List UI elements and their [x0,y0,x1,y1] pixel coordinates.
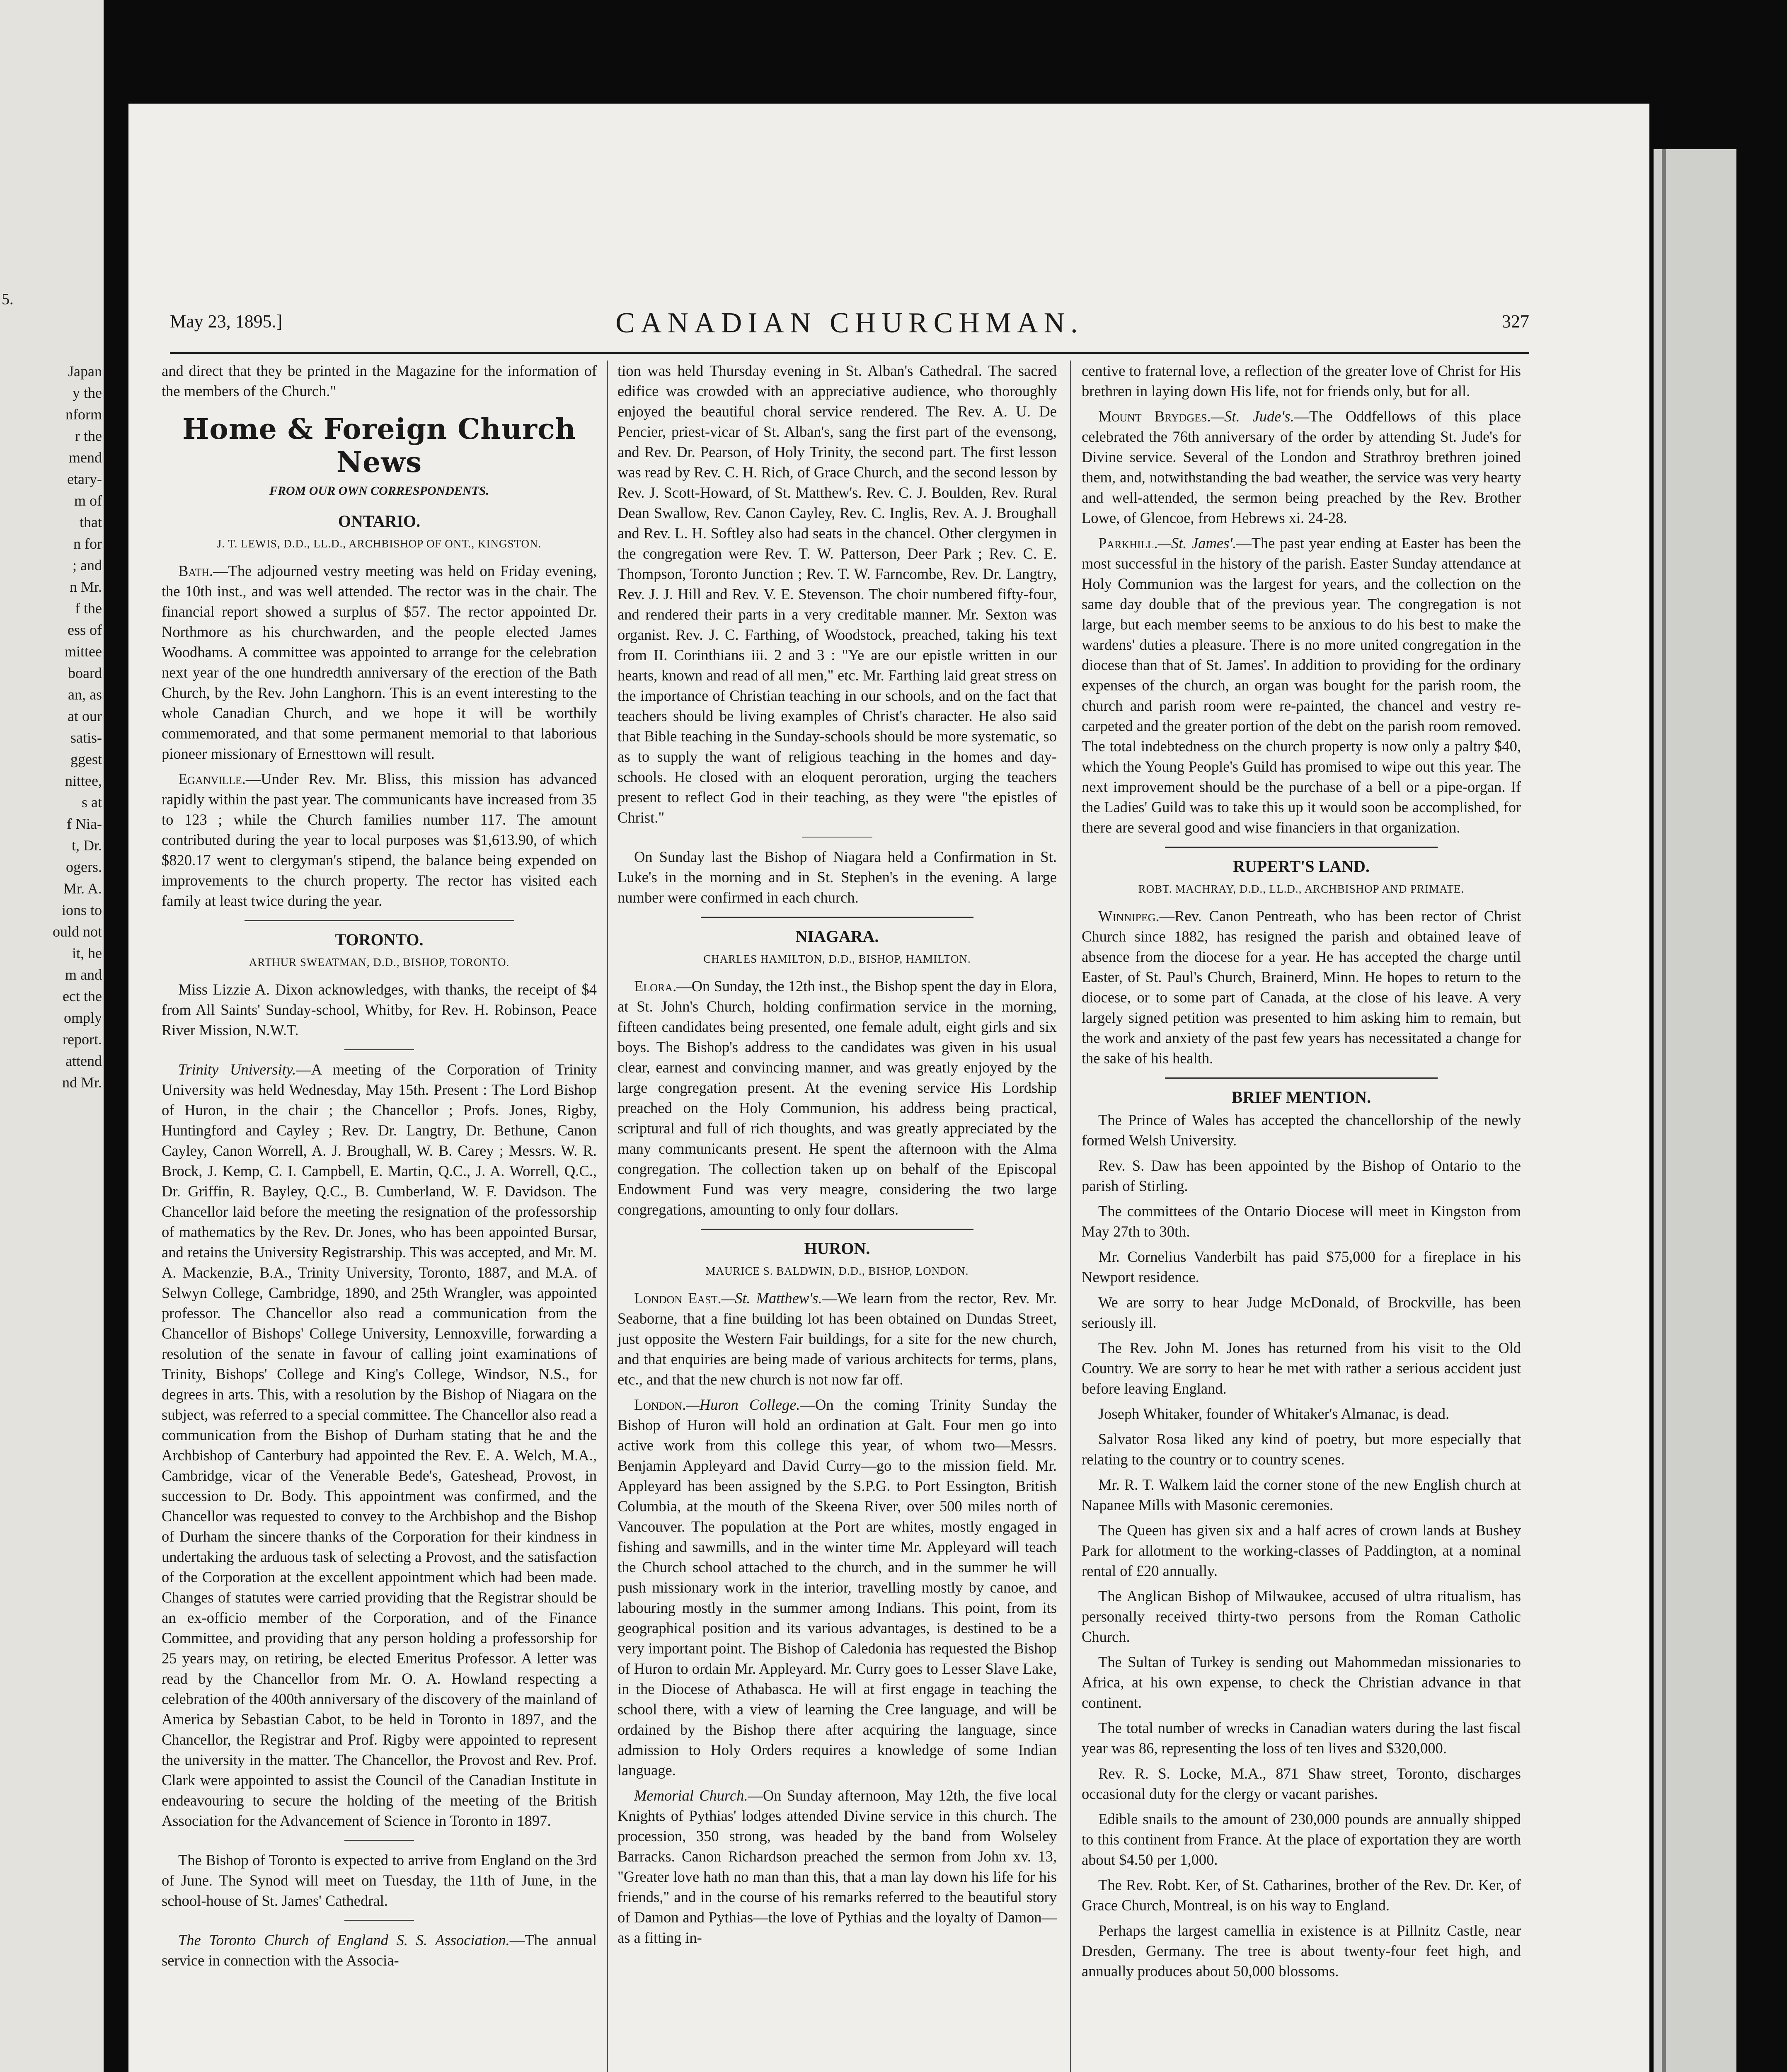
brief-mention-item: Perhaps the largest camellia in existence is at Pillnitz Castle, near Dresden, Germany. The tree is about twenty-four feet high, and annually produces about 50,000 blossoms. [1082,1922,1521,1980]
adjacent-text-fragment: at our [68,708,102,724]
diocese-heading-ontario: ONTARIO. [338,512,421,530]
adjacent-text-fragment: attend [65,1053,102,1069]
place-name: London East. [634,1290,722,1307]
article-text: —On Sunday, the 12th inst., the Bishop spent the day in Elora, at St. John's Church, holding confirmation service in the morning, fifteen candidates being presented, one female adult, eight girls and six boys. The Bishop's address to the candidates was given in his usual clear, earnest and convincing manner, and was greatly enjoyed by the large congregation present. At the evening service His Lordship preached on the Holy Communion, his address being practical, scriptural and full of rich thoughts, and was greatly appreciated by the many communicants present. He spent the afternoon with the Alma congregation. The collection taken up on behalf of the Episcopal Endowment Fund was very meagre, considering the two large congregations, amounting to only four dollars. [617,978,1057,1218]
newspaper-page [128,104,1649,2072]
article-continuation: centive to fraternal love, a reflection of the greater love of Christ for His brethren in laying down His life, not for friends only, but for all. [1082,362,1521,399]
brief-mention-item: Joseph Whitaker, founder of Whitaker's Almanac, is dead. [1098,1405,1450,1422]
adjacent-page-text [2,361,102,1093]
diocese-heading-ruperts-land: RUPERT'S LAND. [1233,857,1370,876]
issue-date: May 23, 1895.] [170,311,283,332]
article-parkhill [1082,533,1521,838]
adjacent-text-fragment: ; and [73,557,102,574]
article-text: —On Sunday afternoon, May 12th, the five local Knights of Pythias' lodges attended Divine service in this church. The procession, 350 strong, was headed by the band from Wolseley Barracks. Canon Richardson preached the sermon from John xv. 13, "Greater love hath no man than this, that a man lay down his life for his friends," and in the course of his remarks referred to the beautiful story of Damon and Pythias—the love of Pythias and the loyalty of Damon—as a fitting in- [617,1787,1057,1946]
article-text: —The past year ending at Easter has been the most successful in the history of the parish. Easter Sunday attendance at Holy Communion was the largest for years, and the collection on the same day double that of the previous year. The congregation is not large, but each member seems to be anxious to do his best to make the wardens' duties a pleasure. There is no more united congregation in the diocese than that of St. James'. In addition to providing for the ordinary expenses of the church, an organ was bought for the parish room, the church and parish room were re-painted, the chancel and vestry re-carpeted and the greater portion of the debt on the parish room removed. The total indebtedness on the church property is now only a paltry $40, which the Young People's Guild has promised to wipe out this year. The next improvement should be the purchase of a bell or a pipe-organ. If the Ladies' Guild was to take this up it would soon be accomplished, for there are several good and wise financiers in that organization. [1082,535,1521,836]
article-bishop-toronto: The Bishop of Toronto is expected to arrive from England on the 3rd of June. The Synod will meet on Tuesday, the 11th of June, in the school-house of St. James' Cathedral. [162,1852,597,1909]
adjacent-text-fragment: m and [65,966,102,983]
short-rule [344,1840,414,1841]
article-confirmation: On Sunday last the Bishop of Niagara held a Confirmation in St. Luke's in the morning and in St. Stephen's in the evening. A large number were confirmed in each church. [617,848,1057,906]
article-london-east [617,1288,1057,1389]
adjacent-text-fragment: s at [82,794,102,811]
short-rule [802,837,872,838]
adjacent-text-fragment: ogers. [66,859,102,875]
adjacent-text-fragment: nd Mr. [62,1074,102,1091]
adjacent-text-fragment: mittee [65,643,102,660]
adjacent-text-fragment: mend [69,449,102,466]
section-rule [1165,1077,1437,1079]
brief-mention-item: Rev. S. Daw has been appointed by the Bishop of Ontario to the parish of Stirling. [1082,1157,1521,1194]
adjacent-text-fragment: ggest [70,751,102,767]
church-name: —Huron College. [686,1396,800,1413]
adjacent-text-fragment: satis- [70,729,102,746]
brief-mention-item: The Prince of Wales has accepted the chancellorship of the newly formed Welsh University. [1082,1111,1521,1149]
article-trinity [162,1059,597,1831]
column-2 [617,361,1057,1953]
bishop-line: CHARLES HAMILTON, D.D., BISHOP, HAMILTON. [703,953,971,965]
column-rule [1070,361,1071,2072]
adjacent-text-fragment: t, Dr. [71,837,102,854]
place-name: Eganville. [178,770,246,787]
brief-mention-item: Mr. Cornelius Vanderbilt has paid $75,000 for a fireplace in his Newport residence. [1082,1248,1521,1285]
masthead-rule [170,352,1529,354]
adjacent-text-fragment: m of [74,492,102,509]
article-text: —Rev. Canon Pentreath, who has been rector of Christ Church since 1882, has resigned the parish and obtained leave of absence from the diocese for a year. He has accepted the charge until Easter, of St. Paul's Church, Brainerd, Minn. He hopes to return to the diocese, or to some part of Canada, at the close of his leave. A very largely signed petition was presented to him asking him to remain, but the work and anxiety of the past few years has necessitated a change for the sake of his health. [1082,908,1521,1067]
bishop-line: MAURICE S. BALDWIN, D.D., BISHOP, LONDON. [705,1265,969,1277]
section-rule [701,1229,973,1230]
adjacent-text-fragment: f the [75,600,102,617]
article-text: —A meeting of the Corporation of Trinity University was held Wednesday, May 15th. Present : The Lord Bishop of Huron, in the chair ; the Chancellor ; Profs. Jones, Rigby, Huntingford and Cayley ; Rev. Dr. Langtry, Dr. Bethune, Canon Cayley, Canon Worrell, A. J. Broughall, W. B. Carey ; Messrs. W. R. Brock, J. Kemp, C. I. Campbell, E. Martin, Q.C., J. A. Worrell, Q.C., Dr. Griffin, R. Bayley, Q.C., B. Cumberland, W. F. Davidson. The Chancellor laid before the meeting the resignation of the professorship of mathematics by the Rev. Dr. Jones, who has been appointed Bursar, and retains the University Registrarship. This was accepted, and Mr. M. A. Mackenzie, B.A., Trinity University, Toronto, 1887, and M.A. of Selwyn College, Cambridge, 1890, and 25th Wrangler, was appointed professor. The Chancellor also read a communication from the Chancellor of Bishops' College University, Lennoxville, forwarding a resolution of the senate in favour of calling joint examinations of Trinity, Bishops' College and King's College, Windsor, N.S., for degrees in arts. This, with a resolution by the Bishop of Niagara on the subject, was referred to a special committee. The Chancellor also read a communication from the Bishop of Durham stating that he and the Archbishop of Canterbury had appointed the Rev. E. A. Welch, M.A., Cambridge, vicar of the Venerable Bede's, Gateshead, Provost, in succession to Dr. Body. This appointment was confirmed, and the Chancellor was requested to convey to the Archbishop and the Bishop of Durham the sincere thanks of the Corporation for their kindness in undertaking the arduous task of selecting a Provost, and the satisfaction of the Corporation at the excellent appointment which had been made. Changes of statutes were carried providing that the Registrar should be an ex-officio member of the Corporation, and of the Finance Committee, and providing that any person holding a professorship for 25 years may, on retiring, be elected Emeritus Professor. A letter was read by the Chancellor from Mr. O. A. Howland respecting a celebration of the 400th anniversary of the discovery of the mainland of America by Sebastian Cabot, to be held in Toronto in 1897, and the Chancellor, the Registrar and Prof. Rigby were appointed to represent the university in the matter. The Chancellor, the Provost and Rev. Prof. Clark were appointed to assist the Council of the Canadian Institute in endeavouring to secure the holding of the meeting of the British Association for the Advancement of Science in Toronto in 1897. [162,1061,597,1829]
brief-mention-item: Mr. R. T. Walkem laid the corner stone of the new English church at Napanee Mills with Masonic ceremonies. [1082,1476,1521,1513]
place-name: Memorial Church. [634,1787,748,1804]
article-text: —The annual service in connection with the Associa- [162,1932,597,1969]
place-name: Parkhill. [1098,535,1158,552]
diocese-heading-niagara: NIAGARA. [795,927,879,946]
adjacent-text-fragment: it, he [72,945,102,961]
brief-mention-item: The Sultan of Turkey is sending out Mahommedan missionaries to Africa, at his own expense, to check the Christian advance in that continent. [1082,1653,1521,1711]
adjacent-text-fragment: an, as [68,686,102,703]
adjacent-text-fragment: omply [63,1009,102,1026]
brief-mention-item: The Rev. Robt. Ker, of St. Catharines, brother of the Rev. Dr. Ker, of Grace Church, Montreal, is on his way to England. [1082,1876,1521,1914]
church-name: —St. James'. [1157,535,1237,552]
article-winnipeg [1082,906,1521,1068]
adjacent-text-fragment: n Mr. [69,579,102,595]
brief-mention-heading: BRIEF MENTION. [1231,1088,1371,1106]
article-continuation: tion was held Thursday evening in St. Alban's Cathedral. The sacred edifice was crowded with an appreciative audience, who thoroughly enjoyed the beautiful choral service rendered. The Rev. A. U. De Pencier, priest-vicar of St. Alban's, sang the first part of the evensong, and Rev. Dr. Pearson, of Holy Trinity, the second part. The first lesson was read by Rev. C. H. Rich, of Grace Church, and the second lesson by Rev. J. Scott-Howard, of St. Matthew's. Rev. C. J. Boulden, Rev. Rural Dean Swallow, Rev. Canon Cayley, Rev. C. Inglis, Rev. A. J. Broughall and Rev. L. H. Softley also had seats in the chancel. Other clergymen in the congregation were Rev. T. W. Patterson, Deer Park ; Rev. C. E. Thompson, Toronto Junction ; Rev. T. W. Farncombe, Rev. Dr. Langtry, Rev. J. J. Hill and Rev. V. E. Stevenson. The choir numbered fifty-four, and rendered their parts in a very creditable manner. Mr. Sexton was organist. Rev. J. C. Farthing, of Woodstock, preached, taking his text from II. Corinthians iii. 2 and 3 : "Ye are our epistle written in our hearts, known and read of all men," etc. Mr. Farthing laid great stress on the importance of Christian teaching in our schools, and on the fact that teachers should be living examples of Christ's character. He also said that Bible teaching in the Sunday-schools should be more systematic, so as to supply the want of religious teaching in the homes and day-schools. He closed with an eloquent peroration, urging the teachers present to reflect God in their teaching, as they were "the epistles of Christ." [617,362,1057,826]
column-rule [607,361,608,2072]
brief-mention-item: Edible snails to the amount of 230,000 pounds are annually shipped to this continent from France. At the place of exportation they are worth about $4.50 per 1,000. [1082,1811,1521,1868]
place-name: London. [634,1396,686,1413]
adjacent-text-fragment: y the [73,385,102,401]
church-name: —St. Matthew's. [721,1290,822,1307]
place-name: Bath. [178,562,213,579]
section-banner-subtitle: FROM OUR OWN CORRESPONDENTS. [269,484,489,498]
brief-mention-item: The committees of the Ontario Diocese will meet in Kingston from May 27th to 30th. [1082,1203,1521,1240]
adjacent-text-fragment: f Nia- [67,816,102,832]
adjacent-text-fragment: n for [73,535,102,552]
brief-mention-list [1082,1110,1521,1981]
article-text: —The adjourned vestry meeting was held on Friday evening, the 10th inst., and was well attended. The rector was in the chair. The financial report showed a surplus of $57. The rector appointed Dr. Northmore as his churchwarden, and the people elected James Woodhams. A committee was appointed to arrange for the celebration next year of the one hundredth anniversary of the erection of the Bath Church, by the Rev. John Langhorn. This is an event interesting to the whole Canadian Church, and we hope it will be worthily commemorated, and that some permanent memorial to that laborious pioneer missionary of Ernesttown will result. [162,562,597,762]
short-rule [344,1049,414,1050]
brief-mention-item: Rev. R. S. Locke, M.A., 871 Shaw street, Toronto, discharges occasional duty for the clergy or vacant parishes. [1082,1765,1521,1802]
brief-mention-item: The Queen has given six and a half acres of crown lands at Bushey Park for allotment to the working-classes of Paddington, at a nominal rental of £20 annually. [1082,1522,1521,1579]
newspaper-title: CANADIAN CHURCHMAN. [615,307,1084,339]
section-rule [245,920,514,921]
section-rule [1165,847,1437,848]
adjacent-text-fragment: ess of [68,622,102,638]
adjacent-text-fragment: Mr. A. [63,880,102,897]
intro-paragraph: and direct that they be printed in the Magazine for the information of the members of the Church." [162,362,597,399]
adjacent-text-fragment: etary- [67,471,102,487]
article-text: —The Oddfellows of this place celebrated the 76th anniversary of the order by attending St. Jude's for Divine service. Several of the London and Strathroy brethren joined them, and, notwithstanding the bad weather, the service was very hearty and well-attended, the sermon being preached by the Rev. Brother Lowe, of Glencoe, from Hebrews xi. 24-28. [1082,408,1521,526]
article-elora [617,976,1057,1220]
adjacent-text-fragment: r the [75,428,102,444]
page-edge-stack [1654,149,1736,2072]
adjacent-text-fragment: board [68,665,102,681]
column-1 [162,361,597,1975]
brief-mention-item: We are sorry to hear Judge McDonald, of Brockville, has been seriously ill. [1082,1294,1521,1331]
place-name: Mount Brydges. [1098,408,1211,425]
adjacent-text-fragment: that [80,514,102,530]
diocese-heading-huron: HURON. [804,1239,870,1258]
article-text: —Under Rev. Mr. Bliss, this mission has advanced rapidly within the past year. The communicants have increased from 35 to 123 ; while the Church families number 117. The amount contributed during the year to local purposes was $1,613.90, of which $820.17 went to clergyman's stipend, the balance being expended on improvements to the church property. The rector has visited each family at least twice during the year. [162,770,597,909]
article-text: —On the coming Trinity Sunday the Bishop of Huron will hold an ordination at Galt. Four men go into active work from this college this year, of whom two—Messrs. Benjamin Appleyard and David Curry—go to the mission field. Mr. Appleyard has been assigned by the S.P.G. to Port Essington, British Columbia, at the mouth of the Skeena River, over 500 miles north of Vancouver. The population at the Port are whites, mostly engaged in fishing and sawmills, and in the winter time Mr. Appleyard will teach the Church school attached to the church, and in the summer he will push missionary work in the interior, travelling mostly by canoe, and labouring mostly in the summer among Indians. This point, from its geographical position and its various advantages, is destined to be a very important point. The Bishop of Caledonia has requested the Bishop of Huron to ordain Mr. Appleyard. Mr. Curry goes to Lesser Slave Lake, in the Diocese of Athabasca. He will at first engage in teaching the school there, with a view of learning the Cree language, and will be ordained by the Bishop there after acquiring the language, since admission to Holy Orders requires a knowledge of some Indian language. [617,1396,1057,1779]
masthead [170,307,1529,340]
article-huron-college [617,1394,1057,1780]
church-name: —St. Jude's. [1211,408,1294,425]
diocese-heading-toronto: TORONTO. [335,930,424,949]
adjacent-text-fragment: nform [65,406,102,423]
article-acknowledgement: Miss Lizzie A. Dixon acknowledges, with thanks, the receipt of $4 from All Saints' Sunday-school, Whitby, for Rev. H. Robinson, Peace River Mission, N.W.T. [162,981,597,1038]
adjacent-text-fragment: nittee, [65,772,102,789]
article-ss-association [162,1930,597,1970]
brief-mention-item: The Anglican Bishop of Milwaukee, accused of ultra ritualism, has personally received thirty-two persons from the Roman Catholic Church. [1082,1588,1521,1645]
section-banner: Home & Foreign Church News [182,413,576,479]
adjacent-text-fragment: ould not [52,923,102,940]
brief-mention-item: The total number of wrecks in Canadian waters during the last fiscal year was 86, representing the loss of ten lives and $320,000. [1082,1719,1521,1757]
article-mount-brydges [1082,406,1521,528]
adjacent-page-strip [0,0,104,2072]
adjacent-text-fragment: ions to [61,902,102,918]
column-3 [1082,361,1521,1986]
brief-mention-item: The Rev. John M. Jones has returned from his visit to the Old Country. We are sorry to hear he met with rather a serious accident just before leaving England. [1082,1339,1521,1397]
brief-mention-item: Salvator Rosa liked any kind of poetry, but more especially that relating to the country or to country scenes. [1082,1431,1521,1468]
adjacent-text-fragment: report. [63,1031,102,1048]
short-rule [344,1920,414,1921]
place-name: Winnipeg. [1098,908,1160,925]
adjacent-text-fragment: ect the [63,988,102,1005]
article-eganville [162,769,597,911]
bishop-line: J. T. LEWIS, D.D., LL.D., ARCHBISHOP OF ONT., KINGSTON. [217,537,542,550]
place-name: Trinity University. [178,1061,296,1078]
section-rule [701,917,973,918]
article-memorial-church [617,1785,1057,1948]
page-number: 327 [1502,311,1529,332]
adjacent-text-fragment: Japan [68,363,102,380]
bishop-line: ROBT. MACHRAY, D.D., LL.D., ARCHBISHOP AND PRIMATE. [1138,883,1465,895]
bishop-line: ARTHUR SWEATMAN, D.D., BISHOP, TORONTO. [249,956,510,968]
place-name: The Toronto Church of England S. S. Association. [178,1932,510,1949]
article-text: —We learn from the rector, Rev. Mr. Seaborne, that a fine building lot has been obtained on Dundas Street, just opposite the Western Fair buildings, for a site for the new church, and that enquiries are being made of various architects for terms, plans, etc., and that the new church is not now far off. [617,1290,1057,1388]
article-bath [162,561,597,764]
place-name: Elora. [634,978,677,995]
adjacent-page-number: 5. [2,290,14,308]
